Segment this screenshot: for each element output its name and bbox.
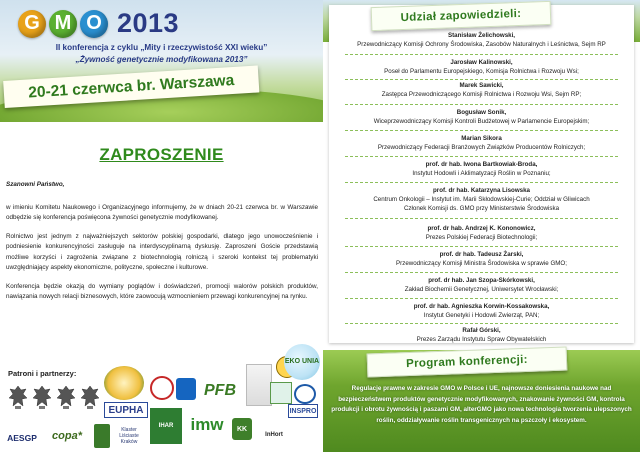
- red-seal-logo: [150, 376, 174, 400]
- speaker-item: [329, 134, 634, 152]
- eagle-emblem-icon: [80, 384, 100, 410]
- speaker-name: prof. dr hab. Andrzej K. Kononowicz,: [427, 225, 536, 232]
- program-description: Regulacje prawne w zakresie GMO w Polsce i UE, najnowsze doniesienia naukowe nad bezpieczeństwem produktów genetycznie modyfikowanych, znakowanie żywności GM, kontrola produkcji i obrotu żywnością i paszami GM, alterGMO jako nowa technologia tworzenia ulepszonych roślin, oddziaływanie roślin transgenicznych na pszczoły i ekosystem.: [331, 385, 632, 424]
- speaker-item: [329, 276, 634, 294]
- divider: [345, 298, 618, 299]
- divider: [345, 272, 618, 273]
- imw-logo: imw: [190, 415, 224, 434]
- speaker-role: Wiceprzewodniczący Komisji Kontroli Budżetowej w Parlamencie Europejskim;: [373, 118, 590, 125]
- speaker-item: [329, 58, 634, 76]
- divider: [345, 218, 618, 219]
- date-place-text: 20-21 czerwca br. Warszawa: [27, 71, 235, 101]
- divider: [345, 323, 618, 324]
- speaker-item: [329, 250, 634, 268]
- divider: [345, 182, 618, 183]
- eagle-emblem-icon: [56, 384, 76, 410]
- speaker-item: [329, 108, 634, 126]
- speaker-item: [329, 31, 634, 49]
- kk-logo: KK: [232, 418, 252, 440]
- speaker-role: Przewodniczący Federacji Branżowych Związków Producentów Rolniczych;: [377, 144, 586, 151]
- divider: [345, 104, 618, 105]
- speakers-heading: Udział zapowiedzieli:: [400, 7, 522, 25]
- inhort-logo: InHort: [265, 432, 283, 438]
- speaker-name: Marian Sikora: [461, 135, 502, 142]
- eupha-logo: EUPHA: [104, 402, 148, 418]
- speakers-panel: [323, 0, 640, 452]
- divider: [345, 246, 618, 247]
- speaker-role: Zakład Biochemii Genetycznej, Uniwersytet Wrocławski;: [404, 286, 559, 293]
- pfb-logo: PFB: [204, 382, 236, 399]
- paragraph-2: Rolnictwo jest jednym z najważniejszych sektorów polskiej gospodarki, dlatego jego unowocześnienie i podniesienie konkurencyjności zasługuje na interdyscyplinarną dyskusję. Zaproszeni Goście przedstawią możliwe korzyści i zagrożenia związane z biotechnologią rolniczą i szeroki kontekst tej problematyki uwzględniający aspekty ekonomiczne, polityczne, społeczne i kulturowe.: [6, 232, 318, 271]
- green-tree-logo: [94, 424, 110, 448]
- copa-logo: copa*: [52, 430, 82, 442]
- speaker-item: [329, 224, 634, 242]
- klaster-logo: Klaster Liściaste Kraków: [119, 427, 139, 445]
- invitation-title: ZAPROSZENIE: [99, 145, 224, 164]
- speaker-name: prof. dr hab. Iwona Bartkowiak-Broda,: [425, 161, 538, 168]
- divider: [345, 54, 618, 55]
- speaker-role: Poseł do Parlamentu Europejskiego, Komisja Rolnictwa i Rozwoju Wsi;: [384, 68, 579, 75]
- speaker-item: [329, 186, 634, 213]
- speaker-name: Marek Sawicki,: [459, 82, 504, 89]
- inspro-logo: INSPRO: [288, 404, 318, 418]
- speaker-name: prof. dr hab. Tadeusz Żarski,: [439, 251, 524, 258]
- logo-letter-o: O: [80, 10, 108, 38]
- plant-institute-logo: [246, 364, 272, 406]
- eagle-emblem-icon: [32, 384, 52, 410]
- paragraph-3: Konferencja będzie okazją do wymiany poglądów i doświadczeń, promocji walorów polskich produktów, nawiązania nowych relacji biznesowych, które zaowocują wzmocnieniem przewagi konkurencyjnej na rynku.: [6, 282, 318, 300]
- inspro-emblem-icon: [294, 384, 316, 404]
- divider: [345, 130, 618, 131]
- speaker-name: prof. dr hab. Agnieszka Korwin-Kossakowska,: [413, 303, 550, 310]
- speaker-role: Zastępca Przewodniczącego Komisji Rolnictwa i Rozwoju Wsi, Sejm RP;: [381, 91, 582, 98]
- gmo-logo: [18, 8, 179, 39]
- speaker-role: Instytut Genetyki i Hodowli Zwierząt, PAN;: [423, 312, 540, 319]
- aesgp-logo: AESGP: [7, 433, 37, 443]
- speaker-item: [329, 302, 634, 320]
- speaker-role: Instytut Hodowli i Aklimatyzacji Roślin w Poznaniu;: [412, 170, 551, 177]
- paragraph-1: w imieniu Komitetu Naukowego i Organizacyjnego informujemy, że w dniach 20-21 czerwca br. w Warszawie odbędzie się konferencja poświęcona żywności genetycznie modyfikowanej.: [6, 203, 318, 221]
- speaker-item: [329, 81, 634, 99]
- speaker-role: Przewodniczący Komisji Ochrony Środowiska, Zasobów Naturalnych i Leśnictwa, Sejm RP: [357, 41, 606, 48]
- logo-year: 2013: [117, 8, 180, 38]
- blue-shield-logo: [176, 378, 196, 400]
- speaker-role: Członek Komisji ds. GMO przy Ministerstwie Środowiska: [403, 205, 560, 212]
- eagle-emblem-icon: [8, 384, 28, 410]
- speaker-role: Prezes Zarządu Instytutu Spraw Obywatelskich: [416, 336, 547, 343]
- leaf-logo: [270, 382, 292, 404]
- divider: [345, 79, 618, 80]
- speaker-role: Prezes Polskiej Federacji Biotechnologii;: [425, 234, 538, 241]
- speaker-item: [329, 326, 634, 344]
- conference-series-line: II konferencja z cyklu „Mity i rzeczywistość XXI wieku”: [55, 43, 268, 52]
- partners-label: Patroni i partnerzy:: [8, 369, 77, 378]
- speaker-role: Centrum Onkologii – Instytut im. Marii Skłodowskiej-Curie; Oddział w Gliwicach: [373, 196, 590, 203]
- divider: [345, 156, 618, 157]
- speaker-name: prof. dr hab. Katarzyna Lisowska: [433, 187, 530, 194]
- speaker-name: Rafał Górski,: [462, 327, 501, 334]
- invitation-body: [6, 180, 318, 311]
- polish-herbal-committee-logo: [104, 366, 144, 400]
- speaker-name: Jarosław Kalinowski,: [450, 59, 513, 66]
- speaker-item: [329, 160, 634, 178]
- conference-theme-line: „Żywność genetycznie modyfikowana 2013”: [75, 55, 248, 64]
- greeting: Szanowni Państwo,: [6, 181, 65, 188]
- speaker-name: prof. dr hab. Jan Szopa-Skórkowski,: [428, 277, 535, 284]
- program-heading: Program konferencji:: [405, 353, 529, 371]
- speaker-name: Bogusław Sonik,: [456, 109, 507, 116]
- logo-letter-g: G: [18, 10, 46, 38]
- speaker-name: Stanisław Żelichowski,: [447, 32, 516, 39]
- eko-unia-logo: EKO UNIA: [284, 344, 320, 380]
- ihar-logo: IHAR: [150, 408, 182, 444]
- logo-letter-m: M: [49, 10, 77, 38]
- speaker-role: Przewodniczący Komisji Ministra Środowiska w sprawie GMO;: [396, 260, 567, 267]
